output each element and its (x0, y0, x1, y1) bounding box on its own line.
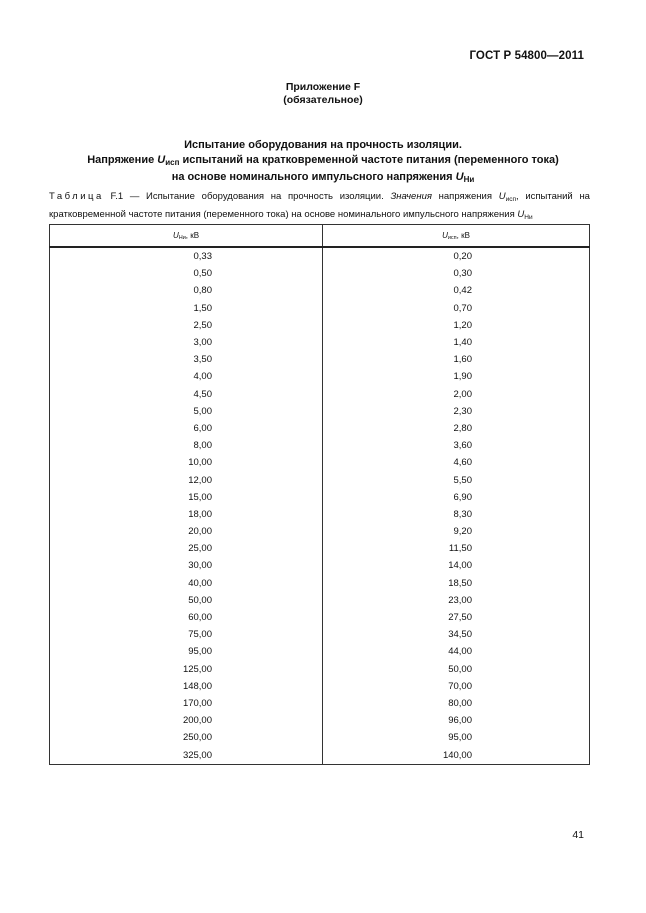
table-row (50, 729, 590, 746)
title-symbol: U (455, 171, 464, 183)
test-voltage-cell: 9,20 (323, 523, 590, 540)
impulse-voltage-cell: 50,00 (50, 592, 323, 609)
table-row (50, 746, 590, 764)
caption-label: Таблица (49, 191, 104, 202)
test-voltage-cell: 4,60 (323, 454, 590, 471)
test-voltage-cell: 1,40 (323, 334, 590, 351)
table-row (50, 523, 590, 540)
title-subscript: исп (165, 157, 180, 167)
impulse-voltage-cell: 40,00 (50, 575, 323, 592)
test-voltage-cell: 0,20 (323, 247, 590, 265)
impulse-voltage-cell: 170,00 (50, 695, 323, 712)
title-text: на основе номинального импульсного напряжения (171, 171, 456, 183)
impulse-voltage-cell: 8,00 (50, 437, 323, 454)
document-title (0, 138, 646, 188)
test-voltage-cell: 2,30 (323, 403, 590, 420)
impulse-voltage-cell: 10,00 (50, 454, 323, 471)
annex-title: Приложение F (285, 81, 361, 93)
table-row (50, 265, 590, 282)
title-subscript: Ни (463, 175, 475, 184)
title-text: испытаний на кратковременной частоте питания (переменного тока) (179, 153, 559, 166)
table-row (50, 695, 590, 712)
impulse-voltage-cell: 20,00 (50, 523, 323, 540)
test-voltage-cell: 1,60 (323, 351, 590, 368)
impulse-voltage-cell: 325,00 (50, 746, 323, 764)
test-voltage-cell: 6,90 (323, 489, 590, 506)
impulse-voltage-cell: 1,50 (50, 300, 323, 317)
table-caption (49, 189, 590, 225)
impulse-voltage-cell: 5,00 (50, 403, 323, 420)
table-row (50, 403, 590, 420)
impulse-voltage-cell: 4,50 (50, 386, 323, 403)
impulse-voltage-cell: 148,00 (50, 678, 323, 695)
title-line-3 (0, 170, 646, 188)
table-row (50, 437, 590, 454)
caption-symbol: U (498, 191, 506, 202)
impulse-voltage-cell: 18,00 (50, 506, 323, 523)
annex-status: (обязательное) (283, 94, 363, 106)
impulse-voltage-cell: 200,00 (50, 712, 323, 729)
test-voltage-cell: 50,00 (323, 661, 590, 678)
table-row (50, 454, 590, 471)
table-row (50, 609, 590, 626)
impulse-voltage-cell: 3,00 (50, 334, 323, 351)
header-unit: , кВ (456, 230, 470, 240)
title-text: Напряжение (87, 153, 158, 166)
test-voltage-cell: 96,00 (323, 712, 590, 729)
table-row (50, 557, 590, 574)
table-row (50, 678, 590, 695)
test-voltage-cell: 140,00 (323, 746, 590, 764)
caption-text: , испытаний на кратковременной частоте питания (переменного тока) на основе номинального импульсного напряжения (49, 191, 590, 220)
test-voltage-cell: 95,00 (323, 729, 590, 746)
voltage-table (49, 224, 590, 765)
impulse-voltage-cell: 25,00 (50, 540, 323, 557)
impulse-voltage-cell: 95,00 (50, 643, 323, 660)
caption-text: напряжения (431, 191, 499, 202)
table-row (50, 489, 590, 506)
impulse-voltage-cell: 60,00 (50, 609, 323, 626)
header-unit: , кВ (185, 230, 200, 240)
impulse-voltage-cell: 125,00 (50, 661, 323, 678)
test-voltage-cell: 0,42 (323, 282, 590, 299)
impulse-voltage-cell: 0,80 (50, 282, 323, 299)
test-voltage-cell: 27,50 (323, 609, 590, 626)
table-row (50, 626, 590, 643)
test-voltage-cell: 3,60 (323, 437, 590, 454)
table-row (50, 351, 590, 368)
test-voltage-cell: 0,70 (323, 300, 590, 317)
table-row (50, 712, 590, 729)
test-voltage-cell: 0,30 (323, 265, 590, 282)
header-subscript: исп (447, 234, 457, 241)
table-row (50, 282, 590, 299)
caption-symbol: U (517, 209, 525, 220)
impulse-voltage-cell: 2,50 (50, 317, 323, 334)
table-row (50, 386, 590, 403)
table-row (50, 506, 590, 523)
table-row (50, 317, 590, 334)
test-voltage-cell: 1,90 (323, 368, 590, 385)
test-voltage-cell: 5,50 (323, 471, 590, 488)
table-row (50, 471, 590, 488)
title-symbol: U (157, 153, 166, 166)
impulse-voltage-cell: 15,00 (50, 489, 323, 506)
table-header-row (50, 225, 590, 248)
caption-subscript: Ни (524, 214, 533, 221)
impulse-voltage-cell: 75,00 (50, 626, 323, 643)
impulse-voltage-cell: 3,50 (50, 351, 323, 368)
table-row (50, 643, 590, 660)
caption-italic: Значения (390, 191, 432, 202)
table-row (50, 247, 590, 265)
caption-subscript: исп (505, 196, 516, 203)
table-row (50, 368, 590, 385)
column-header-test-voltage (323, 225, 590, 248)
header-symbol: U (172, 230, 179, 240)
table-body (50, 247, 590, 764)
table-row (50, 540, 590, 557)
impulse-voltage-cell: 250,00 (50, 729, 323, 746)
page-number: 41 (572, 829, 584, 841)
title-line-1: Испытание оборудования на прочность изоляции. (184, 139, 462, 151)
impulse-voltage-cell: 0,50 (50, 265, 323, 282)
header-symbol: U (442, 230, 448, 240)
impulse-voltage-cell: 6,00 (50, 420, 323, 437)
column-header-impulse-voltage (50, 225, 323, 248)
test-voltage-cell: 34,50 (323, 626, 590, 643)
annex-heading (0, 81, 646, 107)
table-row (50, 661, 590, 678)
table-row (50, 420, 590, 437)
impulse-voltage-cell: 30,00 (50, 557, 323, 574)
test-voltage-cell: 1,20 (323, 317, 590, 334)
test-voltage-cell: 23,00 (323, 592, 590, 609)
caption-number: F.1 — Испытание оборудования на прочность изоляции. (103, 191, 391, 202)
table-row (50, 300, 590, 317)
test-voltage-cell: 2,00 (323, 386, 590, 403)
table-row (50, 592, 590, 609)
table-row (50, 575, 590, 592)
title-line-2 (0, 153, 646, 171)
standard-number: ГОСТ Р 54800—2011 (469, 50, 584, 62)
impulse-voltage-cell: 12,00 (50, 471, 323, 488)
impulse-voltage-cell: 4,00 (50, 368, 323, 385)
test-voltage-cell: 11,50 (323, 540, 590, 557)
table-row (50, 334, 590, 351)
test-voltage-cell: 8,30 (323, 506, 590, 523)
header-subscript: Ни (178, 234, 186, 241)
test-voltage-cell: 80,00 (323, 695, 590, 712)
test-voltage-cell: 2,80 (323, 420, 590, 437)
test-voltage-cell: 14,00 (323, 557, 590, 574)
test-voltage-cell: 18,50 (323, 575, 590, 592)
impulse-voltage-cell: 0,33 (50, 247, 323, 265)
test-voltage-cell: 70,00 (323, 678, 590, 695)
test-voltage-cell: 44,00 (323, 643, 590, 660)
